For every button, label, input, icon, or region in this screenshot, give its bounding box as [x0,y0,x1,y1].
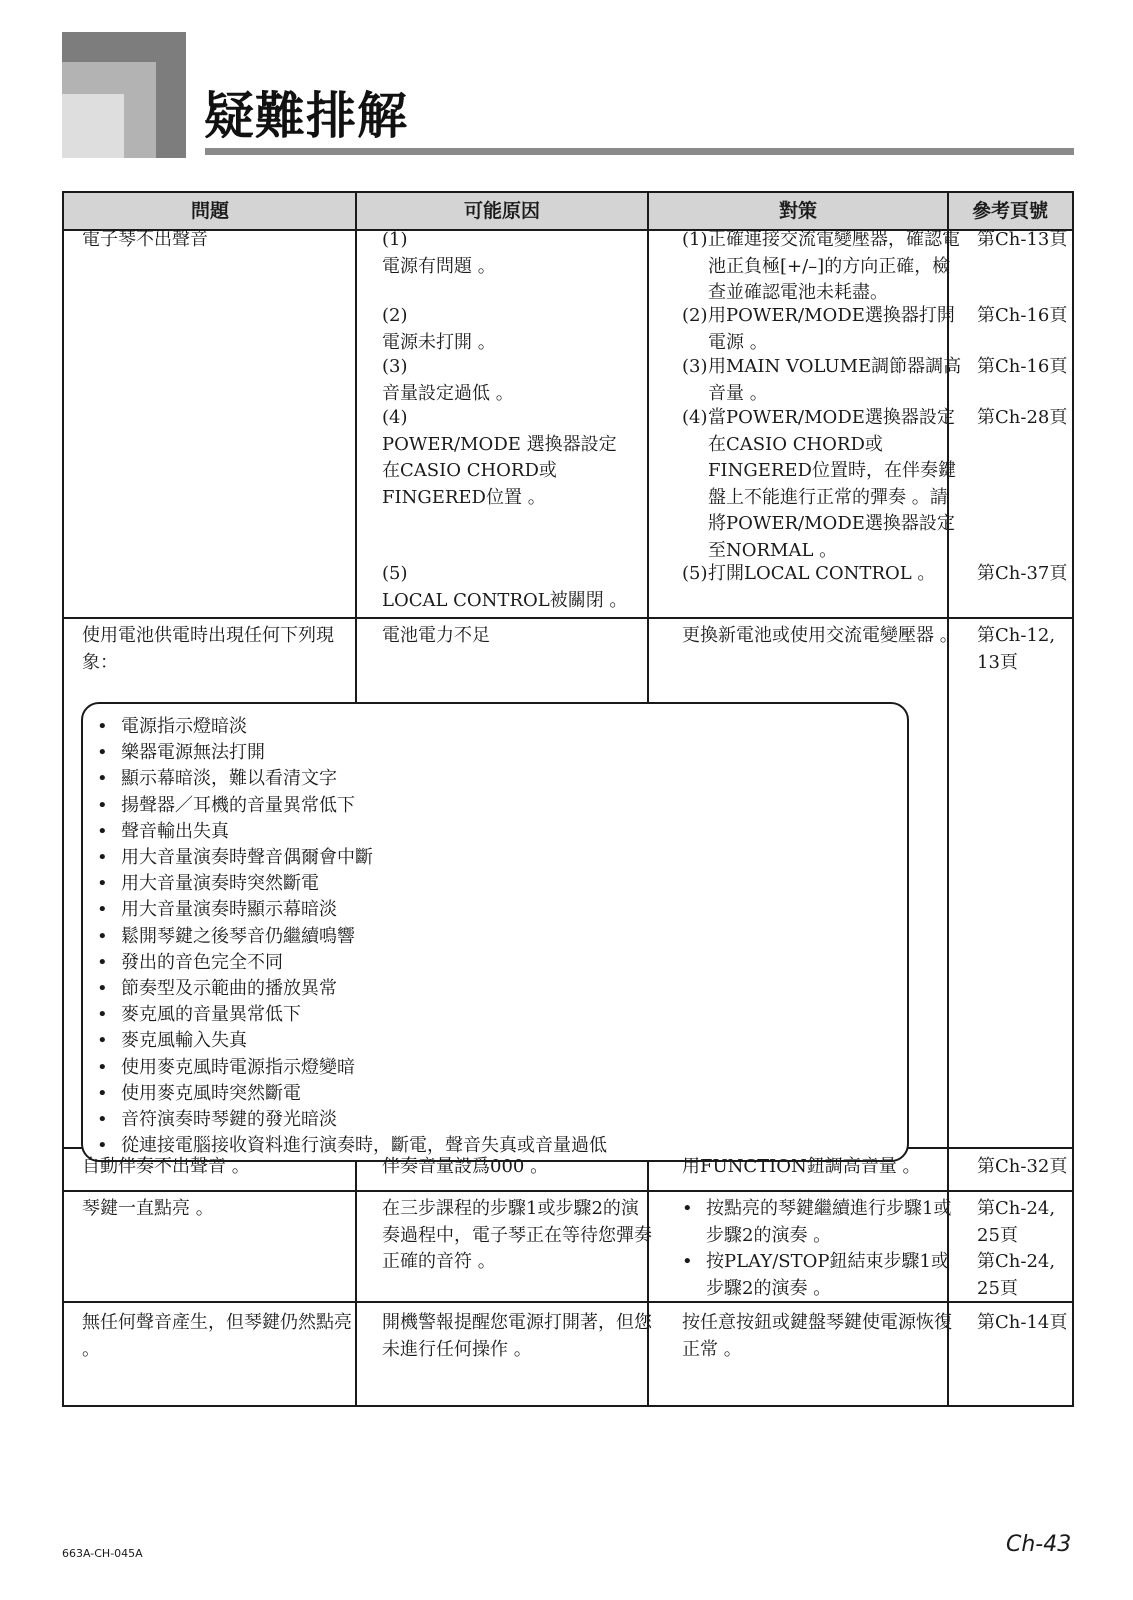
cause-text: 音量設定過低 。 [382,382,514,404]
bullet: • [97,1109,108,1131]
row-divider [64,1190,1072,1192]
bullet: • [97,899,108,921]
list-item [97,1055,907,1081]
problem-cell: 無任何聲音產生，但琴鍵仍然點亮 。 [82,1312,352,1360]
bullet: • [97,951,108,973]
row-divider [64,617,1072,619]
action-text: 按PLAY/STOP鈕結束步驟1或步驟2的演奏 。 [706,1251,949,1299]
action-text: 當POWER/MODE選換器設定在CASIO CHORD或FINGERED位置時，在伴奏鍵盤上不能進行正常的彈奏 。請將POWER/MODE選換器設定至NORMAL 。 [708,407,956,561]
ref-cell: 第Ch-16頁 [977,356,1068,377]
bullet: • [97,1030,108,1052]
problem-cell: 使用電池供電時出現任何下列現象： [82,625,334,673]
bullet: • [97,873,108,895]
symptom-text: 麥克風的音量異常低下 [121,1004,301,1026]
action-text: 用MAIN VOLUME調節器調高音量 。 [708,356,962,404]
action-cell: 按任意按鈕或鍵盤琴鍵使電源恢復正常 。 [682,1312,952,1360]
action-item [682,561,966,588]
problem-cell: 電子琴不出聲音 [82,229,208,250]
cause-cell: 電池電力不足 [382,625,490,646]
ref-cell: 第Ch-14頁 [977,1312,1068,1333]
ref-cell: 第Ch-16頁 [977,305,1068,326]
cause-number: (5) [382,563,408,584]
title-underline [205,148,1074,155]
action-text: 正確連接交流電變壓器，確認電池正負極[+/–]的方向正確，檢查並確認電池未耗盡。 [708,229,960,303]
table-header [64,193,1072,231]
title-decoration-light [62,94,124,158]
cause-cell: 伴奏音量設爲000 。 [382,1156,549,1177]
problem-cell: 琴鍵一直點亮 。 [82,1198,214,1219]
symptom-text: 用大音量演奏時顯示幕暗淡 [121,899,337,921]
ref-cell: 第Ch-24, 25頁 [977,1251,1056,1299]
symptom-text: 用大音量演奏時突然斷電 [121,873,319,895]
cause-item [382,303,652,356]
ref-cell: 第Ch-12, 13頁 [977,625,1056,673]
bullet: • [97,1135,108,1157]
bullet: • [97,847,108,869]
symptom-text: 音符演奏時琴鍵的發光暗淡 [121,1109,337,1131]
action-text: 按點亮的琴鍵繼續進行步驟1或步驟2的演奏 。 [706,1198,952,1246]
cause-text: 電源有問題 。 [382,255,496,277]
symptom-list [83,704,907,1159]
cause-text: POWER/MODE 選換器設定在CASIO CHORD或FINGERED位置 。 [382,433,617,508]
symptom-text: 電源指示燈暗淡 [121,716,247,737]
cause-number: (4) [382,407,408,428]
cause-cell: 在三步課程的步驟1或步驟2的演奏過程中，電子琴正在等待您彈奏正確的音符 。 [382,1198,652,1272]
bullet: • [682,1198,693,1219]
action-text: 用POWER/MODE選換器打開電源 。 [708,305,955,353]
action-number: (2) [682,305,708,326]
list-item [97,766,907,792]
header-cause: 可能原因 [463,200,540,222]
header-action: 對策 [778,200,817,222]
document-code: 663A-CH-045A [62,1547,143,1560]
symptom-text: 鬆開琴鍵之後琴音仍繼續鳴響 [121,925,355,947]
list-item [97,714,907,740]
ref-cell: 第Ch-24, 25頁 [977,1198,1056,1246]
symptom-text: 使用麥克風時電源指示燈變暗 [121,1056,355,1078]
bullet: • [97,768,108,790]
list-item [97,897,907,923]
symptom-text: 聲音輸出失真 [121,820,229,842]
ref-cell: 第Ch-32頁 [977,1156,1068,1177]
cause-item [382,354,652,407]
action-number: (5) [682,563,708,584]
symptom-text: 使用麥克風時突然斷電 [121,1082,301,1104]
bullet: • [97,1082,108,1104]
list-item [97,793,907,819]
action-item [682,354,966,407]
symptom-text: 從連接電腦接收資料進行演奏時，斷電，聲音失真或音量過低 [121,1135,607,1157]
list-item [97,845,907,871]
list-item [97,819,907,845]
action-item [682,1196,966,1249]
cause-item [382,561,652,614]
bullet: • [97,1004,108,1026]
list-item [97,1002,907,1028]
action-cell: 用FUNCTION鈕調高音量 。 [682,1156,921,1177]
bullet: • [97,794,108,816]
action-item [682,1249,966,1302]
symptom-text: 用大音量演奏時聲音偶爾會中斷 [121,847,373,869]
action-item [682,227,966,307]
bullet: • [97,742,108,764]
bullet: • [97,978,108,1000]
list-item [97,976,907,1002]
symptom-text: 發出的音色完全不同 [121,951,283,973]
bullet: • [97,925,108,947]
page-title: 疑難排解 [204,87,408,145]
problem-cell: 自動伴奏不出聲音 。 [82,1156,250,1177]
cause-text: LOCAL CONTROL被關閉 。 [382,589,628,611]
header-ref: 參考頁號 [971,200,1048,222]
symptom-text: 樂器電源無法打開 [121,742,265,764]
list-item [97,1081,907,1107]
symptom-text: 節奏型及示範曲的播放異常 [121,978,337,1000]
cause-text: 電源未打開 。 [382,331,496,353]
bullet: • [97,716,108,737]
list-item [97,740,907,766]
action-number: (4) [682,407,708,428]
list-item [97,1107,907,1133]
symptom-list-box [81,702,909,1162]
cause-cell: 開機警報提醒您電源打開著，但您未進行任何操作 。 [382,1312,652,1360]
action-number: (3) [682,356,708,377]
action-item [682,405,966,564]
header-problem: 問題 [190,200,229,222]
cause-item [382,405,652,511]
cause-item [382,227,652,280]
action-item [682,303,966,356]
bullet: • [97,820,108,842]
symptom-text: 麥克風輸入失真 [121,1030,247,1052]
symptom-text: 顯示幕暗淡，難以看清文字 [121,768,337,790]
bullet: • [682,1251,693,1272]
ref-cell: 第Ch-37頁 [977,563,1068,584]
troubleshooting-table [62,191,1074,1407]
cause-number: (3) [382,356,408,377]
list-item [97,950,907,976]
cause-number: (2) [382,305,408,326]
page-number: Ch-43 [1006,1532,1072,1557]
list-item [97,924,907,950]
list-item [97,871,907,897]
action-cell: 更換新電池或使用交流電變壓器 。 [682,625,958,646]
list-item [97,1028,907,1054]
cause-number: (1) [382,229,408,250]
bullet: • [97,1056,108,1078]
ref-cell: 第Ch-13頁 [977,229,1068,250]
ref-cell: 第Ch-28頁 [977,407,1068,428]
action-text: 打開LOCAL CONTROL 。 [708,563,936,584]
action-number: (1) [682,229,708,250]
symptom-text: 揚聲器／耳機的音量異常低下 [121,794,355,816]
